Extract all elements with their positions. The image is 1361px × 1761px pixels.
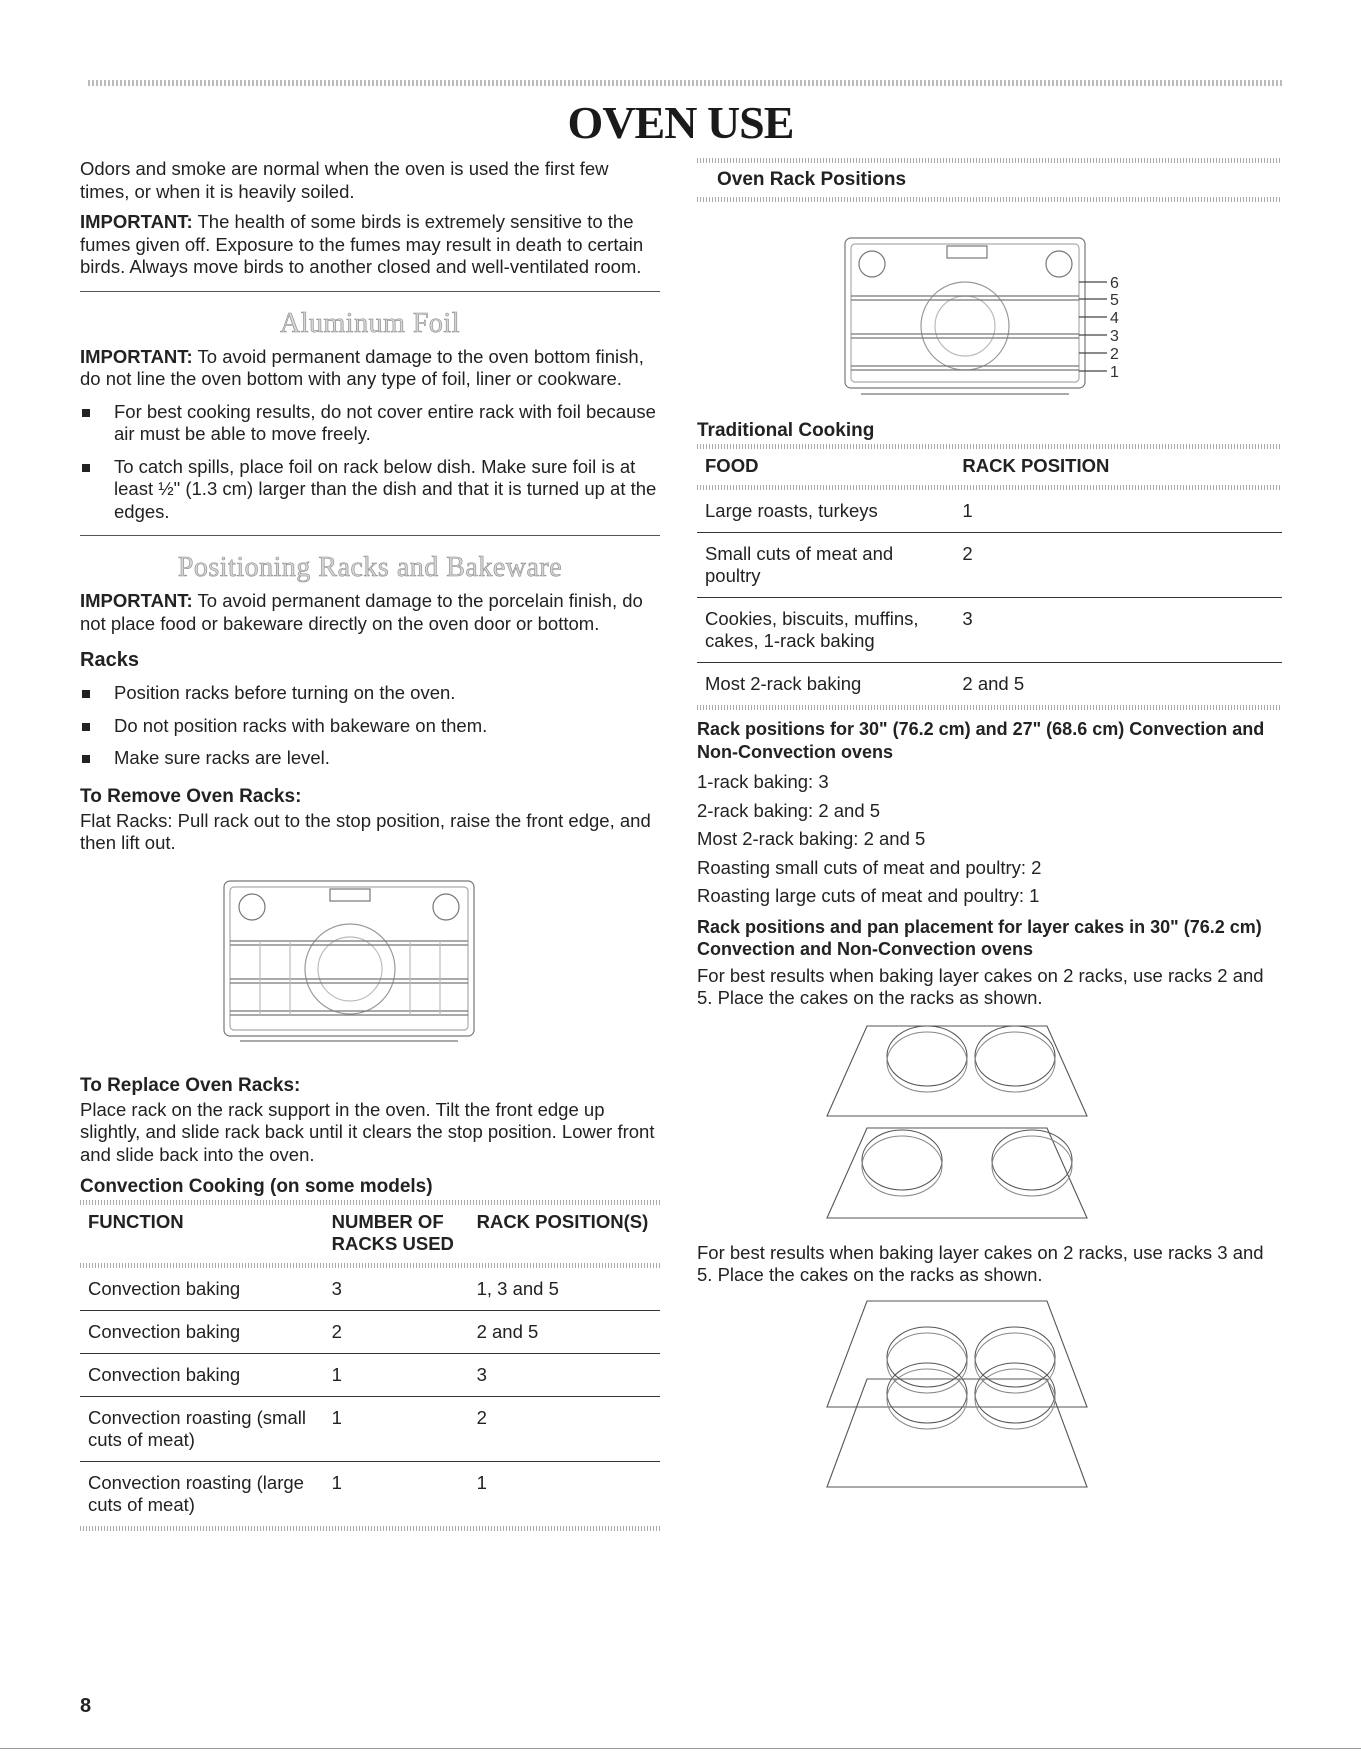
table-header-row <box>697 449 1282 485</box>
positioning-heading: Positioning Racks and Bakeware <box>177 552 563 583</box>
list-item: For best cooking results, do not cover entire rack with foil because air must be able to move freely. <box>80 401 660 446</box>
aluminum-foil-heading: Aluminum Foil <box>280 307 460 339</box>
racks-heading: Racks <box>80 649 139 671</box>
convection-table <box>80 1205 660 1526</box>
table-bottom-rule <box>80 1526 660 1531</box>
table-cell: 1, 3 and 5 <box>476 1278 559 1299</box>
intro-paragraph: Odors and smoke are normal when the oven is used the first few times, or when it is heavily soiled. <box>80 158 609 202</box>
top-dotted-rule <box>88 80 1284 86</box>
column-header: RACK POSITION(S) <box>476 1211 649 1232</box>
rack-sizes-heading: Rack positions for 30" (76.2 cm) and 27" (68.6 cm) Convection and Non-Convection ovens <box>697 719 1265 762</box>
table-cell: 3 <box>954 598 1282 663</box>
replace-racks-text: Place rack on the rack support in the oven. Tilt the front edge up slightly, and slide rack back until it clears the stop position. Lower front and slide back into the oven. <box>80 1098 655 1165</box>
table-cell: 3 <box>331 1278 342 1299</box>
table-row <box>80 1311 660 1354</box>
rack-label: 1 <box>1110 364 1119 381</box>
important-text: The health of some birds is extremely sensitive to the fumes given off. Exposure to the fumes may result in death to certain birds. Always move birds to another closed and well-ventilated room. <box>80 211 644 277</box>
rack-label: 2 <box>1110 346 1119 363</box>
intro-important <box>80 211 660 279</box>
important-label: IMPORTANT: <box>80 590 193 611</box>
table-cell: 2 and 5 <box>469 1311 660 1354</box>
important-label: IMPORTANT: <box>80 345 193 367</box>
table-cell: Cookies, biscuits, muffins, cakes, 1-rack baking <box>697 598 954 663</box>
section-divider <box>80 535 660 536</box>
section-rule <box>697 197 1282 202</box>
page-title: OVEN USE <box>567 97 794 148</box>
layer-cakes-heading: Rack positions and pan placement for layer cakes in 30" (76.2 cm) Convection and Non-Convection ovens <box>697 916 1262 959</box>
table-row <box>80 1268 660 1311</box>
table-header-row <box>80 1205 660 1263</box>
layer-cakes-text: For best results when baking layer cakes on 2 racks, use racks 3 and 5. Place the cakes on the racks as shown. <box>697 1241 1264 1285</box>
table-cell: 2 <box>954 533 1282 598</box>
list-item: Position racks before turning on the oven. <box>80 682 660 705</box>
table-cell: 2 <box>469 1397 660 1462</box>
remove-racks-text: Flat Racks: Pull rack out to the stop position, raise the front edge, and then lift out. <box>80 809 651 853</box>
positioning-important <box>80 590 660 635</box>
rack-sizes-line: 2-rack baking: 2 and 5 <box>697 799 881 821</box>
important-label: IMPORTANT: <box>80 211 193 232</box>
traditional-heading: Traditional Cooking <box>697 420 875 441</box>
table-row <box>80 1397 660 1462</box>
column-header: NUMBER OF RACKS USED <box>331 1211 454 1254</box>
table-cell: Convection roasting (small cuts of meat) <box>80 1397 324 1462</box>
convection-heading: Convection Cooking (on some models) <box>80 1176 433 1197</box>
page-number: 8 <box>80 1695 92 1717</box>
table-cell: 2 <box>324 1311 469 1354</box>
important-text: To avoid permanent damage to the oven bottom finish, do not line the oven bottom with any type of foil, liner or cookware. <box>80 345 644 389</box>
traditional-table <box>697 449 1282 705</box>
rack-label: 6 <box>1110 275 1119 292</box>
foil-bullets <box>80 401 660 524</box>
column-header: FOOD <box>705 455 759 476</box>
rack-label: 3 <box>1110 328 1119 345</box>
table-row <box>697 533 1282 598</box>
table-cell: Most 2-rack baking <box>697 663 954 706</box>
table-cell: 2 and 5 <box>954 663 1282 706</box>
section-divider <box>80 291 660 292</box>
layer-cakes-racks-2-and-5-illustration <box>697 1022 1282 1222</box>
table-cell: Large roasts, turkeys <box>705 500 878 521</box>
list-item: Make sure racks are level. <box>80 747 660 770</box>
table-cell: Convection baking <box>88 1278 241 1299</box>
list-item: Do not position racks with bakeware on them. <box>80 715 660 738</box>
oven-rack-positions-illustration <box>697 208 1282 408</box>
column-header: FUNCTION <box>88 1211 184 1232</box>
rack-sizes-line: Roasting large cuts of meat and poultry: 1 <box>697 885 1040 906</box>
list-item: To catch spills, place foil on rack below dish. Make sure foil is at least ½" (1.3 cm) larger than the dish and that it is turned up at the edges. <box>80 456 660 524</box>
table-bottom-rule <box>697 705 1282 710</box>
table-cell: 3 <box>469 1354 660 1397</box>
bottom-rule <box>0 1748 1361 1749</box>
table-row <box>697 663 1282 706</box>
table-cell: Convection roasting (large cuts of meat) <box>80 1462 324 1527</box>
rack-label: 5 <box>1110 292 1119 309</box>
important-text: To avoid permanent damage to the porcelain finish, do not place food or bakeware directly on the oven door or bottom. <box>80 590 643 634</box>
racks-bullets <box>80 682 660 770</box>
table-row <box>80 1462 660 1527</box>
rack-sizes-line: 1-rack baking: 3 <box>697 771 829 792</box>
rack-sizes-line: Roasting small cuts of meat and poultry: 2 <box>697 856 1042 878</box>
table-cell: 1 <box>324 1462 469 1527</box>
table-cell: 1 <box>324 1354 469 1397</box>
foil-important <box>80 346 660 391</box>
table-top-rule <box>697 158 1282 163</box>
replace-racks-heading: To Replace Oven Racks: <box>80 1074 301 1096</box>
column-header: RACK POSITION <box>962 455 1110 476</box>
table-cell: 1 <box>469 1462 660 1527</box>
table-row <box>697 490 1282 533</box>
table-cell: Convection baking <box>80 1354 324 1397</box>
table-row <box>80 1354 660 1397</box>
right-column <box>697 158 1282 1507</box>
rack-label: 4 <box>1110 310 1119 327</box>
layer-cakes-text: For best results when baking layer cakes on 2 racks, use racks 2 and 5. Place the cakes on the racks as shown. <box>697 964 1264 1008</box>
oven-rack-removal-illustration <box>80 869 660 1059</box>
table-cell: Small cuts of meat and poultry <box>697 533 954 598</box>
left-column <box>80 158 660 1531</box>
table-cell: 1 <box>324 1397 469 1462</box>
remove-racks-heading: To Remove Oven Racks: <box>80 785 302 807</box>
layer-cakes-racks-3-and-5-illustration <box>697 1297 1282 1507</box>
rack-positions-heading: Oven Rack Positions <box>717 169 907 190</box>
rack-sizes-line: Most 2-rack baking: 2 and 5 <box>697 828 926 849</box>
table-cell: Convection baking <box>80 1311 324 1354</box>
table-row <box>697 598 1282 663</box>
table-cell: 1 <box>962 500 973 521</box>
